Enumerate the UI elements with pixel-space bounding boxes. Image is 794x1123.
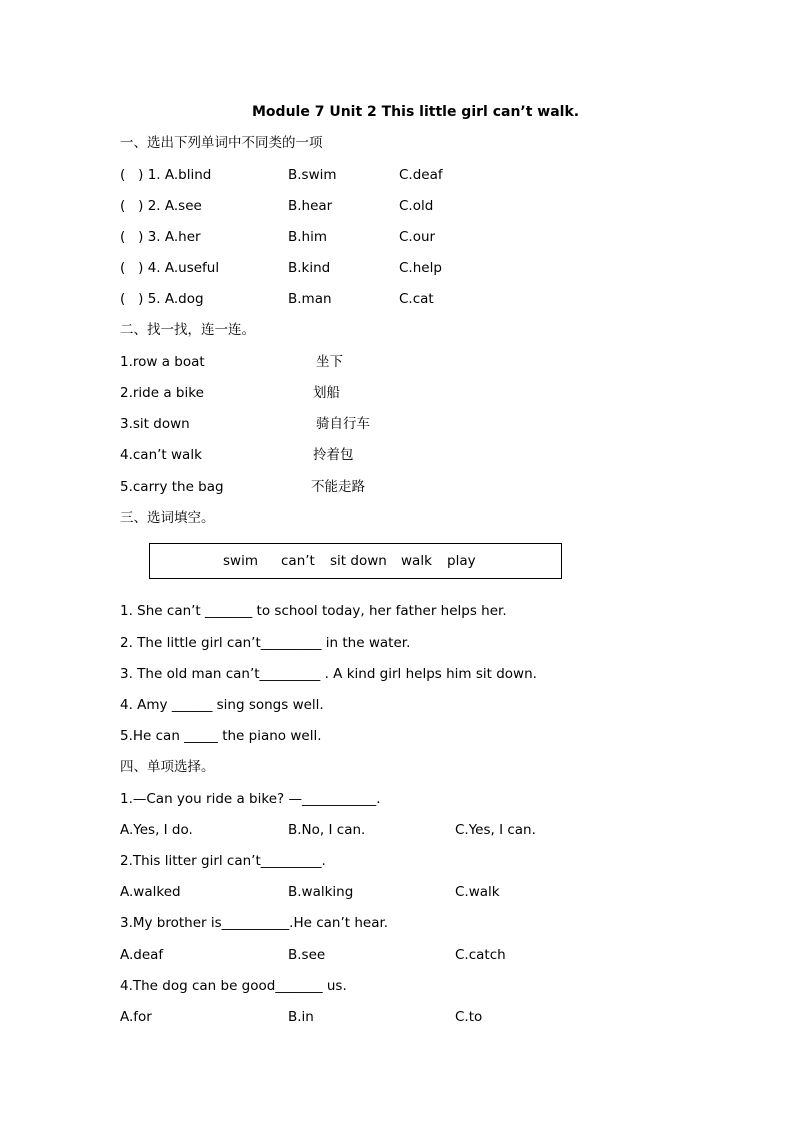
fill-sentence-1: 1. She can’t _______ to school today, her father helps her. [120, 603, 507, 619]
mc-question-1: 1.—Can you ride a bike? —___________. [120, 791, 381, 807]
s1-item-2-c: C.old [399, 198, 434, 214]
word-bank-word: walk [401, 553, 432, 569]
s1-item-3-b: B.him [288, 229, 328, 245]
word-bank-word: sit down [330, 553, 387, 569]
mc-option-b: B.walking [288, 884, 354, 900]
section2-heading: 二、找一找，连一连。 [120, 322, 255, 338]
s1-item-4-c: C.help [399, 260, 442, 276]
s1-item-1-a: ( ) 1. A.blind [120, 167, 212, 183]
s1-item-5-a: ( ) 5. A.dog [120, 291, 204, 307]
s1-item-3-c: C.our [399, 229, 436, 245]
fill-sentence-2: 2. The little girl can’t_________ in the water. [120, 635, 411, 651]
mc-option-b: B.see [288, 947, 326, 963]
match-left-3: 3.sit down [120, 416, 190, 432]
match-right-3: 骑自行车 [316, 416, 370, 432]
mc-option-a: A.walked [120, 884, 181, 900]
s1-item-1-b: B.swim [288, 167, 337, 183]
mc-option-a: A.Yes, I do. [120, 822, 193, 838]
section1-heading: 一、选出下列单词中不同类的一项 [120, 135, 323, 151]
s1-item-4-a: ( ) 4. A.useful [120, 260, 220, 276]
s1-item-2-a: ( ) 2. A.see [120, 198, 202, 214]
mc-option-b: B.in [288, 1009, 314, 1025]
s1-item-2-b: B.hear [288, 198, 333, 214]
match-left-2: 2.ride a bike [120, 385, 204, 401]
mc-option-b: B.No, I can. [288, 822, 366, 838]
mc-option-a: A.deaf [120, 947, 164, 963]
mc-question-3: 3.My brother is__________.He can’t hear. [120, 915, 389, 931]
s1-item-5-c: C.cat [399, 291, 434, 307]
mc-option-c: C.catch [455, 947, 506, 963]
match-right-5: 不能走路 [311, 479, 365, 495]
s1-item-4-b: B.kind [288, 260, 331, 276]
fill-sentence-3: 3. The old man can’t_________ . A kind girl helps him sit down. [120, 666, 537, 682]
page-title: Module 7 Unit 2 This little girl can’t walk. [252, 104, 580, 120]
mc-option-c: C.to [455, 1009, 483, 1025]
s1-item-5-b: B.man [288, 291, 332, 307]
word-bank-box [149, 543, 562, 579]
mc-option-a: A.for [120, 1009, 152, 1025]
match-left-4: 4.can’t walk [120, 447, 202, 463]
fill-sentence-5: 5.He can _____ the piano well. [120, 728, 322, 744]
mc-question-2: 2.This litter girl can’t_________. [120, 853, 326, 869]
section4-heading: 四、单项选择。 [120, 759, 215, 775]
match-right-2: 划船 [313, 385, 340, 401]
match-left-5: 5.carry the bag [120, 479, 224, 495]
fill-sentence-4: 4. Amy ______ sing songs well. [120, 697, 324, 713]
match-right-4: 拎着包 [313, 447, 354, 463]
s1-item-1-c: C.deaf [399, 167, 443, 183]
mc-option-c: C.walk [455, 884, 500, 900]
word-bank-word: can’t [281, 553, 315, 569]
mc-question-4: 4.The dog can be good_______ us. [120, 978, 347, 994]
match-left-1: 1.row a boat [120, 354, 205, 370]
mc-option-c: C.Yes, I can. [455, 822, 536, 838]
word-bank-word: swim [223, 553, 258, 569]
word-bank-word: play [447, 553, 476, 569]
section3-heading: 三、选词填空。 [120, 510, 215, 526]
match-right-1: 坐下 [316, 354, 343, 370]
s1-item-3-a: ( ) 3. A.her [120, 229, 201, 245]
